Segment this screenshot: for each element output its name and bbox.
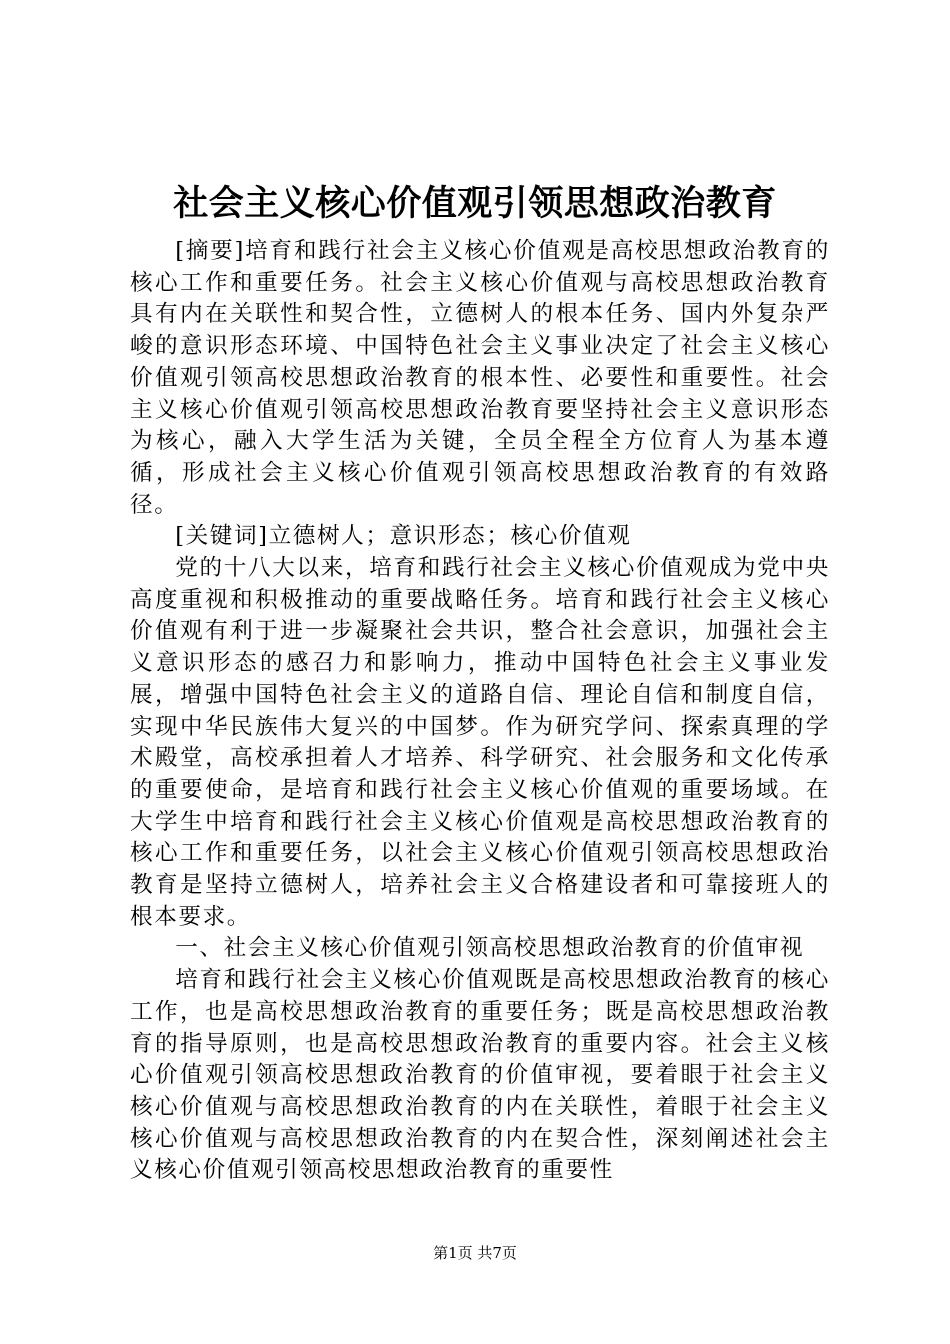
document-title: 社会主义核心价值观引领思想政治教育 [173, 183, 777, 224]
section-heading: 一、社会主义核心价值观引领高校思想政治教育的价值审视 [175, 935, 805, 962]
keywords-paragraph: [关键词]立德树人；意识形态；核心价值观 [175, 523, 632, 550]
page-number-footer: 第1页 共7页 [433, 1244, 517, 1262]
abstract-paragraph: [摘要]培育和践行社会主义核心价值观是高校思想政治教育的核心工作和重要任务。社会主义核心价值观与高校思想政治教育具有内在关联性和契合性，立德树人的根本任务、国内外复杂严峻的意识形态环境、中国特色社会主义事业决定了社会主义核心价值观引领高校思想政治教育的根本性、必要性和重要性。社会主义核心价值观引领高校思想政治教育要坚持社会主义意识形态为核心，融入大学生活为关键，全员全程全方位育人为基本遵循，形成社会主义核心价值观引领高校思想政治教育的有效路径。 [130, 238, 830, 518]
intro-paragraph: 党的十八大以来，培育和践行社会主义核心价值观成为党中央高度重视和积极推动的重要战略任务。培育和践行社会主义核心价值观有利于进一步凝聚社会共识，整合社会意识，加强社会主义意识形态的感召力和影响力，推动中国特色社会主义事业发展，增强中国特色社会主义的道路自信、理论自信和制度自信，实现中华民族伟大复兴的中国梦。作为研究学问、探索真理的学术殿堂，高校承担着人才培养、科学研究、社会服务和文化传承的重要使命，是培育和践行社会主义核心价值观的重要场域。在大学生中培育和践行社会主义核心价值观是高校思想政治教育的核心工作和重要任务，以社会主义核心价值观引领高校思想政治教育是坚持立德树人，培养社会主义合格建设者和可靠接班人的根本要求。 [130, 555, 830, 930]
document-body [130, 236, 830, 1187]
section-paragraph: 培育和践行社会主义核心价值观既是高校思想政治教育的核心工作，也是高校思想政治教育的重要任务；既是高校思想政治教育的指导原则，也是高校思想政治教育的重要内容。社会主义核心价值观引领高校思想政治教育的价值审视，要着眼于社会主义核心价值观与高校思想政治教育的内在关联性，着眼于社会主义核心价值观与高校思想政治教育的内在契合性，深刻阐述社会主义核心价值观引领高校思想政治教育的重要性 [130, 967, 830, 1184]
